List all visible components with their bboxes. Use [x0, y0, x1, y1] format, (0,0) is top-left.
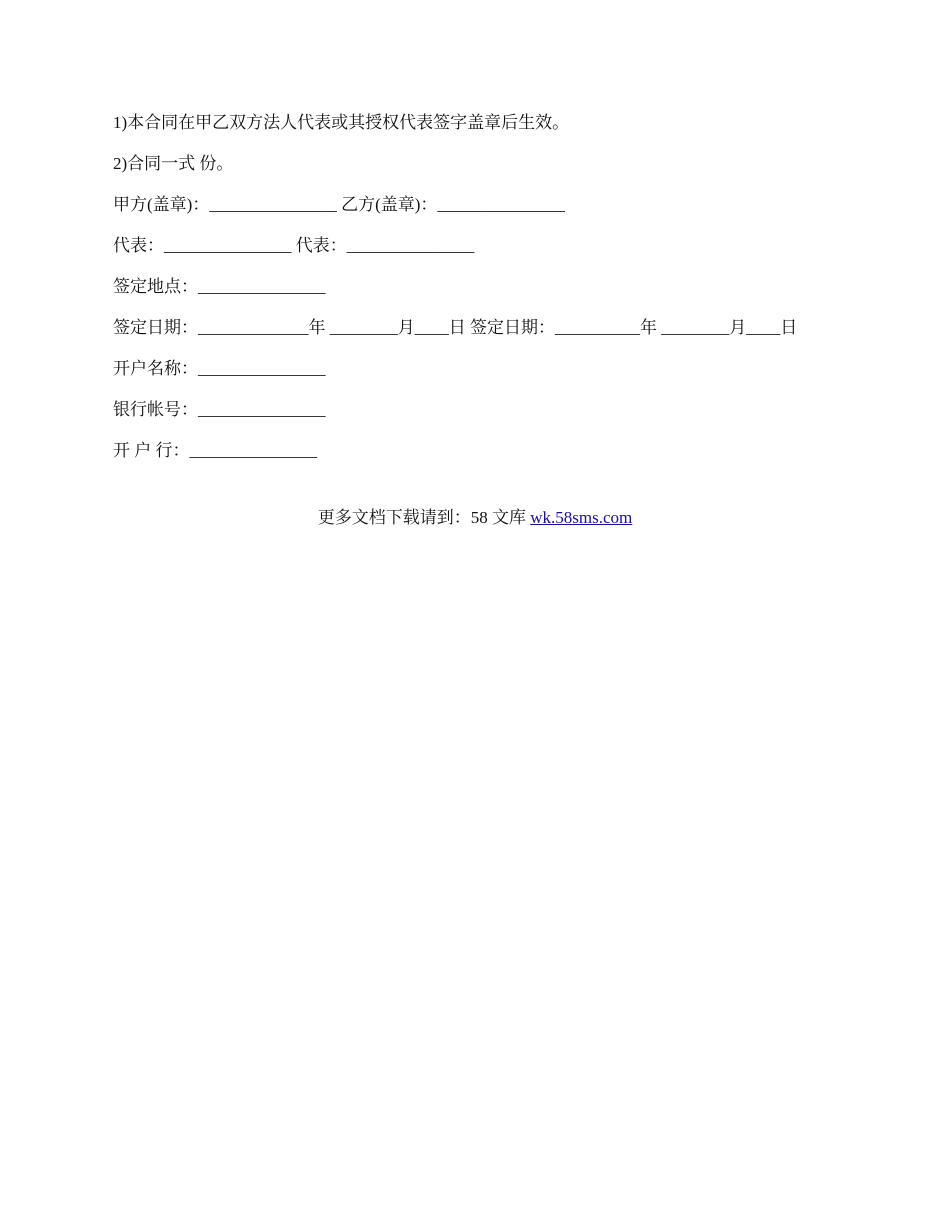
signing-place-line: 签定地点：_______________: [113, 277, 326, 296]
clause-effective: 1)本合同在甲乙双方法人代表或其授权代表签字盖章后生效。: [113, 113, 570, 132]
contract-body: [113, 112, 841, 481]
party-seal-line: 甲方(盖章)：_______________ 乙方(盖章)：_______________: [113, 195, 565, 214]
clause-copies: 2)合同一式 份。: [113, 154, 234, 173]
download-footer: [0, 506, 950, 530]
bank-account-line: 银行帐号：_______________: [113, 400, 326, 419]
representative-line: 代表：_______________ 代表：_______________: [113, 236, 475, 255]
footer-link[interactable]: wk.58sms.com: [530, 508, 633, 527]
footer-text: 更多文档下载请到：58 文库: [317, 508, 531, 527]
account-name-line: 开户名称：_______________: [113, 359, 326, 378]
opening-bank-line: 开 户 行：_______________: [113, 441, 317, 460]
signing-date-line: 签定日期：_____________年 ________月____日 签定日期：__________年 ________月____日: [113, 318, 798, 337]
